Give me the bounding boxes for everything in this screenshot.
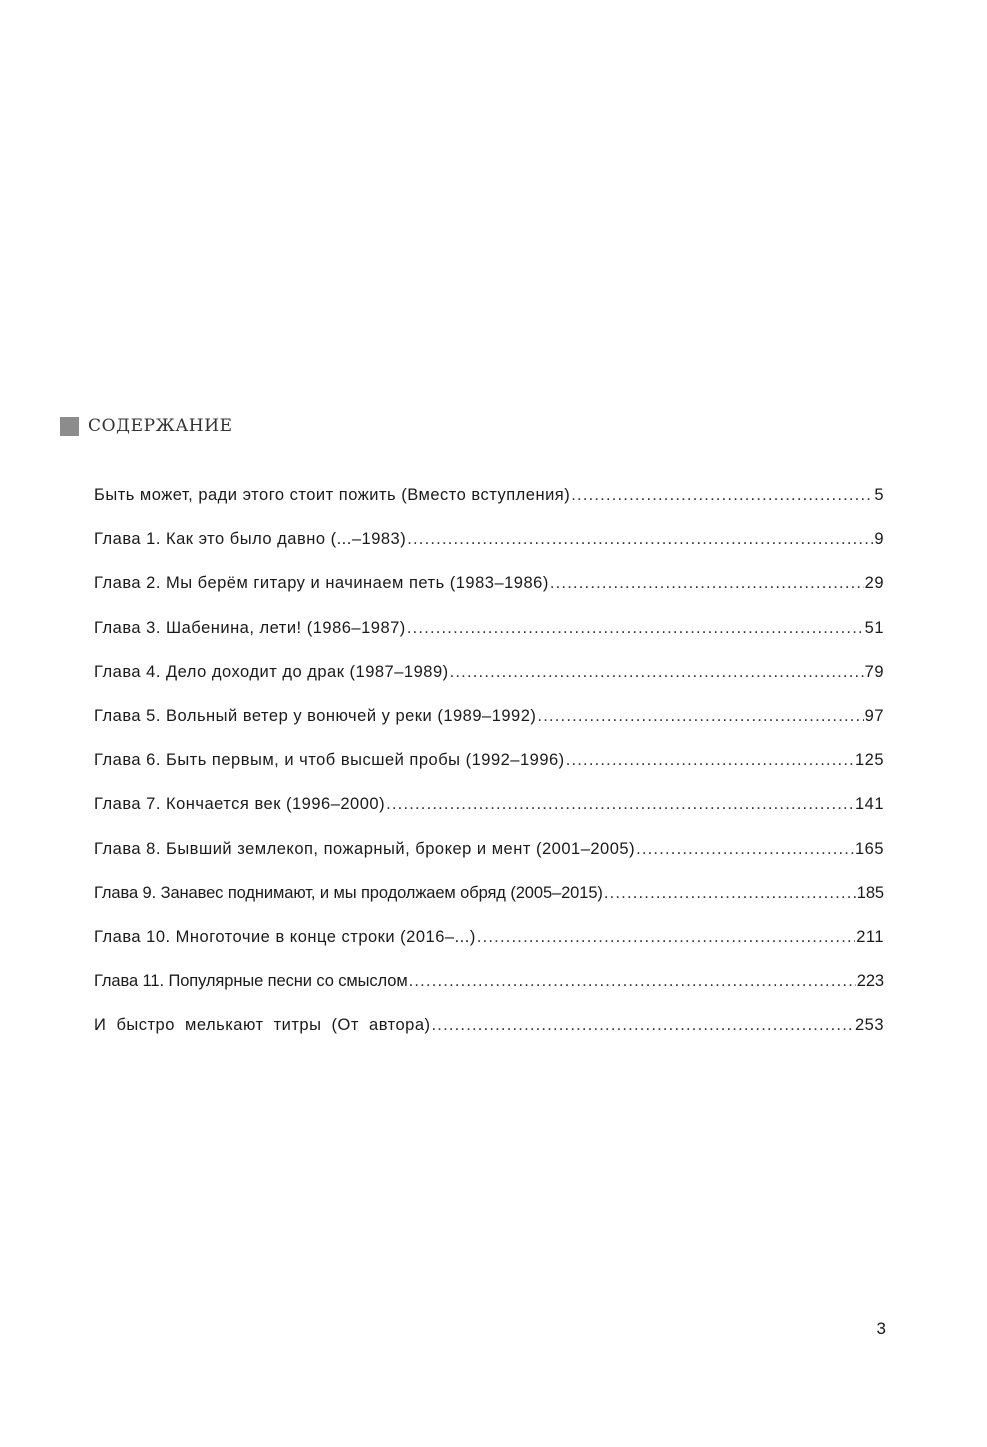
toc-leader (571, 484, 873, 506)
toc-entry-title: Глава 7. Кончается век (1996–2000) (94, 795, 386, 814)
toc-entry-intro[interactable] (94, 484, 884, 528)
toc-entry-title: Глава 8. Бывший землекоп, пожарный, брокер и мент (2001–2005) (94, 839, 636, 858)
toc-entry-page: 125 (854, 751, 884, 770)
toc-entry-page: 185 (856, 883, 884, 902)
toc-leader (407, 528, 873, 550)
toc-leader (550, 572, 864, 594)
toc-entry-chapter-10[interactable] (94, 926, 884, 970)
toc-entry-chapter-3[interactable] (94, 617, 884, 661)
toc-leader (386, 793, 854, 815)
toc-entry-chapter-11[interactable] (94, 970, 884, 1014)
toc-entry-page: 165 (854, 839, 884, 858)
toc-entry-title: Глава 6. Быть первым, и чтоб высшей пробы (1992–1996) (94, 751, 565, 770)
toc-entry-afterword[interactable] (94, 1014, 884, 1058)
toc-entry-title: Глава 9. Занавес поднимают, и мы продолжаем обряд (2005–2015) (94, 883, 603, 902)
toc-entry-chapter-5[interactable] (94, 705, 884, 749)
toc-entry-chapter-2[interactable] (94, 572, 884, 616)
toc-leader (407, 617, 864, 639)
toc-title: СОДЕРЖАНИЕ (88, 416, 233, 436)
toc-leader (537, 705, 863, 727)
toc-entry-title: Глава 5. Вольный ветер у вонючей у реки (1989–1992) (94, 706, 537, 725)
toc-heading (60, 413, 233, 439)
toc-entry-page: 9 (874, 530, 884, 549)
toc-entry-title: Быть может, ради этого стоит пожить (Вместо вступления) (94, 486, 571, 504)
toc-entry-title: Глава 1. Как это было давно (...–1983) (94, 530, 407, 549)
toc-entry-title: Глава 3. Шабенина, лети! (1986–1987) (94, 618, 406, 637)
table-of-contents (94, 484, 884, 1058)
toc-entry-page: 223 (856, 972, 884, 991)
toc-leader (477, 926, 855, 948)
toc-entry-chapter-1[interactable] (94, 528, 884, 572)
page-number: 3 (876, 1319, 886, 1338)
toc-leader (450, 661, 864, 683)
toc-entry-page: 141 (854, 795, 884, 814)
toc-entry-page: 29 (864, 574, 884, 593)
toc-entry-chapter-9[interactable] (94, 882, 884, 926)
toc-entry-chapter-7[interactable] (94, 793, 884, 837)
toc-leader (566, 749, 854, 771)
toc-entry-title: Глава 2. Мы берём гитару и начинаем петь (1983–1986) (94, 574, 549, 593)
toc-entry-title: Глава 11. Популярные песни со смыслом (94, 972, 408, 991)
toc-entry-page: 5 (874, 486, 884, 504)
toc-leader (604, 882, 856, 904)
toc-entry-chapter-6[interactable] (94, 749, 884, 793)
toc-entry-title: Глава 10. Многоточие в конце строки (2016–...) (94, 927, 476, 946)
toc-entry-page: 51 (864, 618, 884, 637)
toc-entry-page: 97 (864, 706, 884, 725)
toc-entry-chapter-4[interactable] (94, 661, 884, 705)
toc-leader (432, 1014, 854, 1036)
toc-entry-title: Глава 4. Дело доходит до драк (1987–1989) (94, 662, 449, 681)
toc-entry-chapter-8[interactable] (94, 838, 884, 882)
toc-entry-title: И быстро мелькают титры (От автора) (94, 1016, 431, 1035)
toc-leader (409, 970, 856, 992)
heading-marker (60, 417, 79, 436)
toc-entry-page: 253 (854, 1016, 884, 1035)
toc-entry-page: 211 (856, 927, 884, 946)
toc-entry-page: 79 (864, 662, 884, 681)
toc-leader (636, 838, 854, 860)
